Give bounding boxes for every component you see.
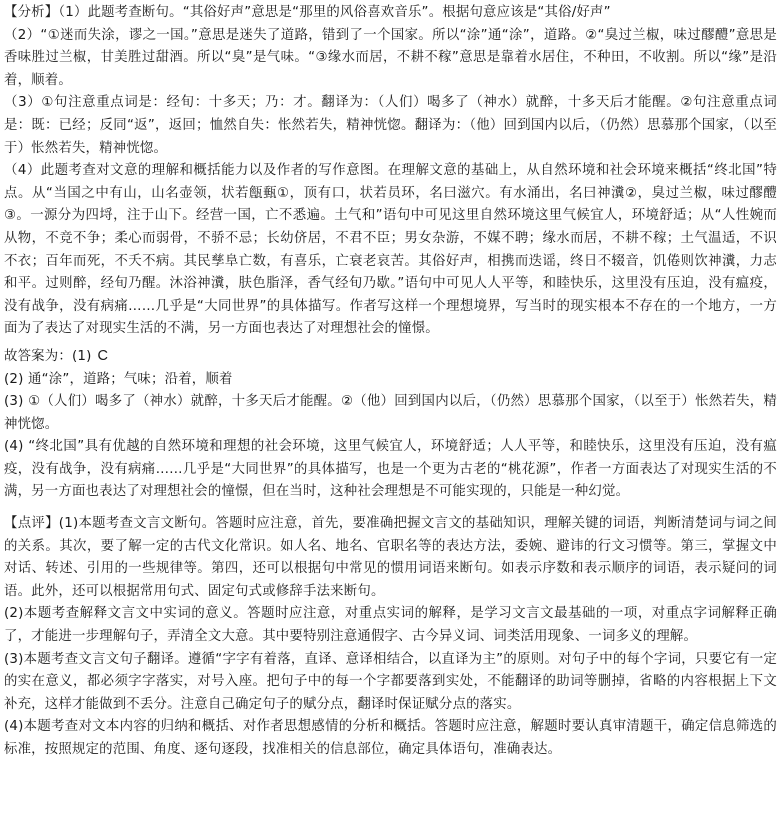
answer-line-4: (4) “终北国”具有优越的自然环境和理想的社会环境，这里气候宜人，环境舒适；人人平等，和睦快乐，这里没有压迫，没有瘟疫，没有战争，没有病痛……几乎是“大同世界”的具体描写，也是一个更为古老的“桃花源”，作者一方面表达了对现实生活的不满，另一方面也表达了对理想社会的憧憬，但在当时，这种社会理想是不可能实现的，只能是一种幻觉。 xyxy=(4,439,777,500)
answer-line-3: (3) ①（人们）喝多了（神水）就醉，十多天后才能醒。②（他）回到国内以后，（仍然）思慕那个国家，（以至于）怅然若失，精神恍惚。 xyxy=(4,394,777,432)
analysis-paragraph-2: （2）“①迷而失涂，谬之一国。”意思是迷失了道路，错到了一个国家。所以“涂”通“涂”，道路。②“臭过兰椒，味过醪醴”意思是香味胜过兰椒，甘美胜过甜酒。所以“臭”是气味。“③缘水而居，不耕不稼”意思是靠着水居住，不种田，不收割。所以“缘”是沿着，顺着。 xyxy=(4,27,777,88)
comment-paragraph-3: (3)本题考查文言文句子翻译。遵循“字字有着落，直译、意译相结合，以直译为主”的原则。对句子中的每个字词，只要它有一定的实在意义，都必须字字落实，对号入座。把句子中的每一个字都要落到实处，不能翻译的助词等删掉，省略的内容根据上下文补充，这样才能做到不丢分。注意自己确定句子的赋分点，翻译时保证赋分点的落实。 xyxy=(4,651,777,712)
answer-line-1 xyxy=(4,345,777,369)
analysis-paragraph-4: （4）此题考查对文意的理解和概括能力以及作者的写作意图。在理解文意的基础上，从自然环境和社会环境来概括“终北国”特点。从“当国之中有山，山名壶领，状若甔甀①，顶有口，状若员环，名曰滋穴。有水涌出，名曰神瀵②，臭过兰椒，味过醪醴③。一源分为四埒，注于山下。经营一国，亡不悉遍。土气和”语句中可见这里自然环境这里气候宜人，环境舒适；从“人性婉而从物，不竞不争；柔心而弱骨，不骄不忌；长幼侪居，不君不臣；男女杂游，不媒不聘；缘水而居，不耕不稼；土气温适，不识不衣；百年而死，不夭不病。其民孳阜亡数，有喜乐，亡衰老哀苦。其俗好声，相携而迭谣，终日不辍音，饥倦则饮神瀵，力志和平。过则醉，经旬乃醒。沐浴神瀵，肤色脂泽，香气经旬乃歇。”语句中可见人人平等，和睦快乐，这里没有压迫，没有瘟疫，没有战争，没有病痛……几乎是“大同世界”的具体描写。作者写这样一个理想境界，写当时的现实根本不存在的一个地方，一方面为了表达了对现实生活的不满，另一方面也表达了对理想社会的憧憬。 xyxy=(4,163,777,337)
analysis-paragraph-3: （3）①句注意重点词是：经旬：十多天；乃：才。翻译为：（人们）喝多了（神水）就醉，十多天后才能醒。②句注意重点词是：既：已经；反同“返”，返回；恤然自失：怅然若失，精神恍惚。翻译为：（他）回到国内以后，（仍然）思慕那个国家，（以至于）怅然若失，精神恍惚。 xyxy=(4,95,777,156)
answer-choice: C xyxy=(97,347,109,364)
analysis-section xyxy=(4,2,777,341)
comment-paragraph-1: 【点评】(1)本题考查文言文断句。答题时应注意，首先，要准确把握文言文的基础知识，理解关键的词语，判断清楚词与词之间的关系。其次，要了解一定的古代文化常识。如人名、地名、官职名等的表达方法，委婉、避讳的行文习惯等。第三，掌握文中对话、转述、引用的一些规律等。第四，还可以根据句中常见的惯用词语来断句。如表示序数和表示顺序的词语，表示疑问的词语。此外，还可以根据常用句式、固定句式或修辞手法来断句。 xyxy=(4,516,777,599)
answer-section xyxy=(4,345,777,504)
comment-section xyxy=(4,513,777,762)
comment-paragraph-4: (4)本题考查对文本内容的归纳和概括、对作者思想感情的分析和概括。答题时应注意，解题时要认真审清题干，确定信息筛选的标准，按照规定的范围、角度、逐句逐段，找准相关的信息部位，确定具体语句，准确表达。 xyxy=(4,719,777,757)
comment-paragraph-2: (2)本题考查解释文言文中实词的意义。答题时应注意，对重点实词的解释，是学习文言文最基础的一项，对重点字词解释正确了，才能进一步理解句子，弄清全文大意。其中要特别注意通假字、古今异义词、词类活用现象、一词多义的理解。 xyxy=(4,606,777,645)
answer-intro: 故答案为：(1) xyxy=(4,348,92,364)
analysis-paragraph-1: 【分析】（1）此题考查断句。“其俗好声”意思是“那里的风俗喜欢音乐”。根据句意应该是“其俗/好声” xyxy=(4,5,611,20)
answer-line-2: (2) 通“涂”，道路；气味；沿着，顺着 xyxy=(4,371,233,387)
